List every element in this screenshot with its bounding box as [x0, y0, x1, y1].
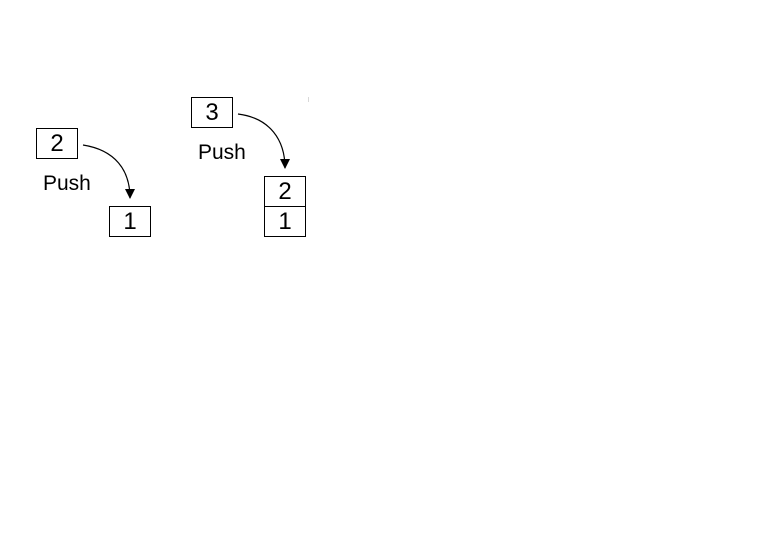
stray-mark: [308, 97, 309, 102]
incoming-element-box-step2: 3: [191, 97, 233, 128]
incoming-element-box-step1: 2: [36, 128, 78, 159]
push-label-step1: Push: [43, 172, 91, 195]
push-label-step2: Push: [198, 141, 246, 164]
stack-element-box-step1-bottom: 1: [109, 206, 151, 237]
stack-element-box-step2-bottom: 1: [264, 206, 306, 237]
stack-element-box-step2-top: 2: [264, 176, 306, 207]
